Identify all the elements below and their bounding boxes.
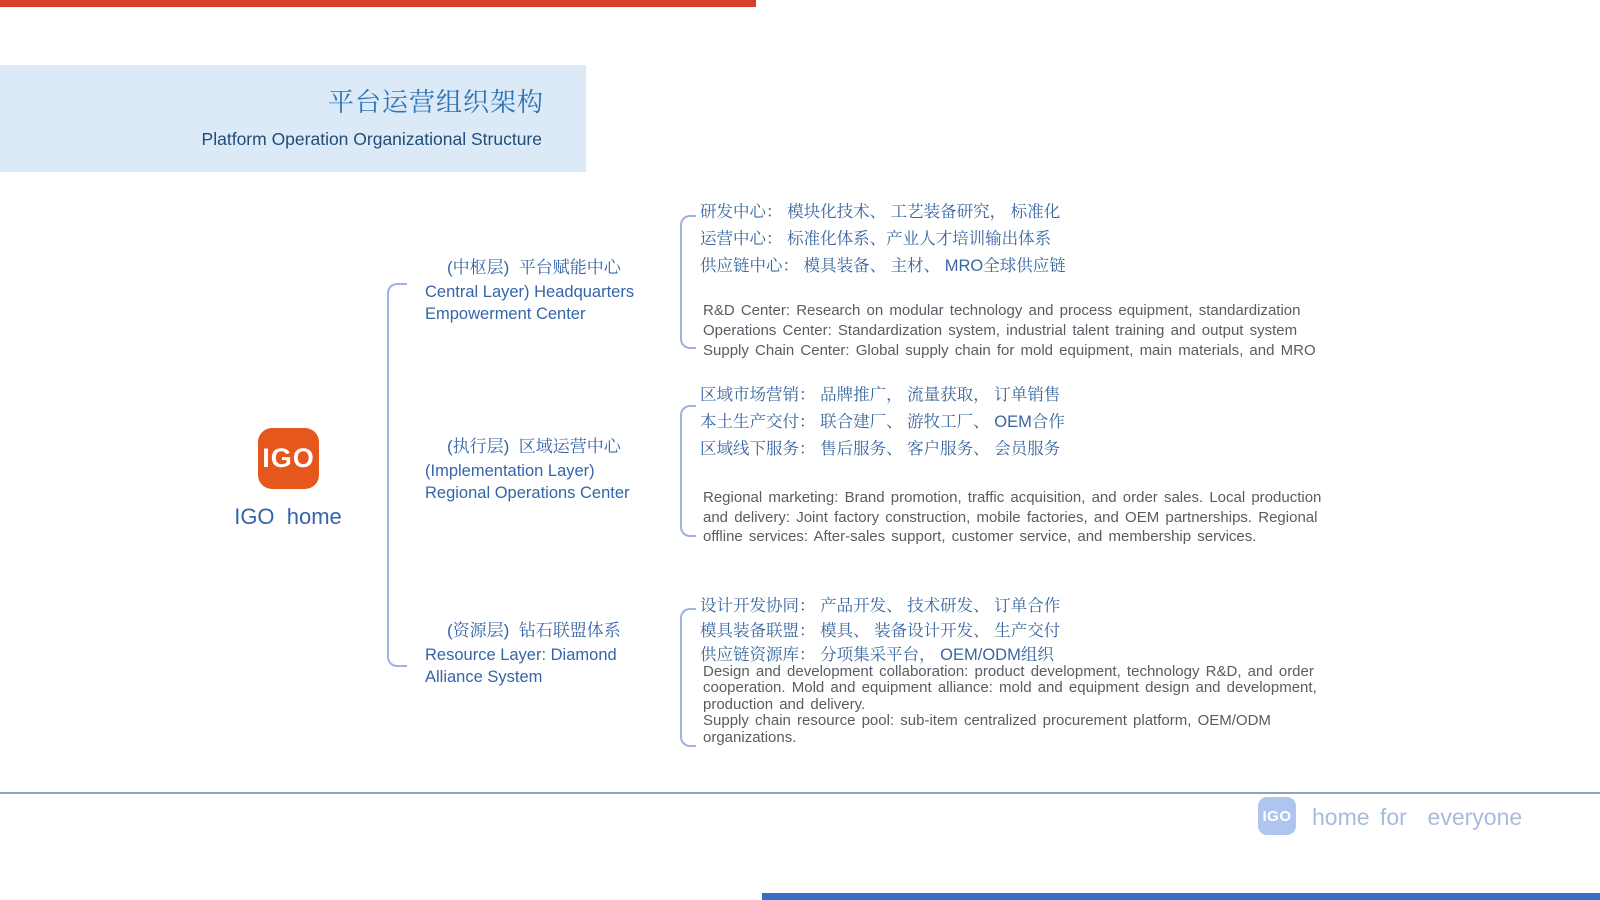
node-label-en: (Implementation Layer) xyxy=(425,462,595,480)
main-bracket xyxy=(387,283,407,667)
node-label-cn: (执行层) 区域运营中心 xyxy=(447,437,621,456)
detail-line: 供应链资源库： 分项集采平台， OEM/ODM组织 xyxy=(700,646,1054,664)
detail-line: Operations Center: Standardization system, industrial talent training and output system xyxy=(703,322,1298,339)
detail-line: 运营中心： 标准化体系、产业人才培训输出体系 xyxy=(700,230,1052,248)
detail-line: 区域市场营销： 品牌推广， 流量获取， 订单销售 xyxy=(700,386,1061,404)
footer-igo-logo-icon xyxy=(1258,797,1296,835)
node-label-en: Resource Layer: Diamond xyxy=(425,646,617,664)
detail-line: 模具装备联盟： 模具、 装备设计开发、 生产交付 xyxy=(700,621,1061,640)
bottom-accent-bar xyxy=(762,893,1600,900)
detail-line: 供应链中心： 模具装备、 主材、 MRO全球供应链 xyxy=(700,257,1066,275)
detail-line: R&D Center: Research on modular technology and process equipment, standardization xyxy=(703,302,1301,319)
detail-line: 设计开发协同： 产品开发、 技术研发、 订单合作 xyxy=(700,597,1061,615)
node-label-en: Central Layer) Headquarters xyxy=(425,283,635,301)
node-label-en: Alliance System xyxy=(425,668,543,686)
node-label-en: Regional Operations Center xyxy=(425,484,630,502)
logo-caption: IGO home xyxy=(234,504,342,529)
details-en-central-layer xyxy=(703,301,1316,361)
node-central-layer xyxy=(425,257,665,325)
details-cn-central-layer xyxy=(700,199,1066,280)
node-label-cn: (资源层) 钻石联盟体系 xyxy=(447,621,621,640)
footer-logo-text: IGO xyxy=(1262,807,1292,825)
node-implementation-layer xyxy=(425,436,665,504)
details-cn-resource-layer xyxy=(700,594,1060,668)
detail-line: 研发中心： 模块化技术、 工艺装备研究， 标准化 xyxy=(700,203,1061,221)
bracket-resource-layer xyxy=(680,608,696,747)
node-label-en: Empowerment Center xyxy=(425,305,586,323)
details-en-implementation-layer: Regional marketing: Brand promotion, traffic acquisition, and order sales. Local production and delivery: Joint factory construction, mobile factories, and OEM partnerships. Regional offline services: After-sales support, customer service, and membership services. xyxy=(703,489,1322,545)
detail-line: Supply Chain Center: Global supply chain for mold equipment, main materials, and MRO xyxy=(703,342,1316,359)
igo-logo-text: IGO xyxy=(262,443,315,473)
top-accent-bar xyxy=(0,0,756,7)
footer-tagline: home for everyone xyxy=(1312,804,1523,830)
node-resource-layer xyxy=(425,620,665,688)
detail-line: 本土生产交付： 联合建厂、 游牧工厂、 OEM合作 xyxy=(700,413,1065,431)
footer-divider xyxy=(0,792,1600,794)
detail-line: 区域线下服务： 售后服务、 客户服务、 会员服务 xyxy=(700,440,1061,458)
details-en-resource-layer xyxy=(703,664,1331,746)
header xyxy=(0,65,586,172)
bracket-implementation-layer xyxy=(680,405,696,537)
details-cn-implementation-layer xyxy=(700,382,1065,463)
bracket-central-layer xyxy=(680,215,696,349)
page-subtitle: Platform Operation Organizational Structure xyxy=(201,129,542,149)
detail-paragraph: Design and development collaboration: product development, technology R&D, and order cooperation. Mold and equipment alliance: mold and equipment design and development, production and delivery. xyxy=(703,663,1317,713)
igo-logo-icon xyxy=(258,428,319,489)
page-title: 平台运营组织架构 xyxy=(327,87,544,117)
detail-paragraph: Supply chain resource pool: sub-item centralized procurement platform, OEM/ODM organizations. xyxy=(703,712,1271,746)
node-label-cn: (中枢层) 平台赋能中心 xyxy=(447,258,621,277)
